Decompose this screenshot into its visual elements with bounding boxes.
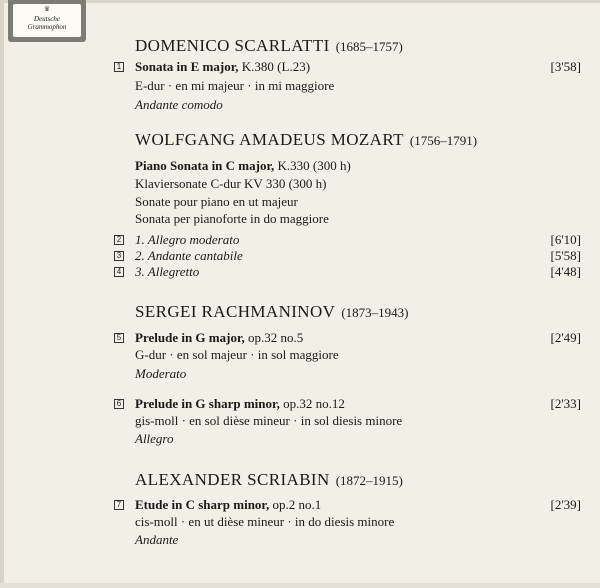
- work-key-translations: cis-moll · en ut dièse mineur · in do diesis minore: [135, 514, 395, 529]
- track-duration-6: [2'33]: [550, 396, 581, 411]
- page-edge-left: [0, 0, 4, 588]
- label-logo-panel: [13, 4, 81, 37]
- track-number-4: 4: [114, 267, 124, 277]
- track-number-5: 5: [114, 333, 124, 343]
- composer-heading-scarlatti: [135, 36, 403, 56]
- work-title: Etude in C sharp minor, op.2 no.1: [135, 497, 322, 512]
- movement-label: 1. Allegro moderato: [135, 232, 240, 247]
- work-title-translation: Klaviersonate C-dur KV 330 (300 h): [135, 176, 327, 191]
- work-title: Sonata in E major, K.380 (L.23): [135, 59, 311, 74]
- track-duration-5: [2'49]: [550, 330, 581, 345]
- track-number-6: 6: [114, 399, 124, 409]
- movement-label: 3. Allegretto: [135, 264, 200, 279]
- composer-name: ALEXANDER SCRIABIN: [135, 470, 330, 489]
- composer-dates: (1756–1791): [409, 133, 478, 148]
- work-title: Prelude in G major, op.32 no.5: [135, 330, 304, 345]
- crown-icon: ♛: [43, 5, 51, 13]
- tempo-marking: Andante: [135, 532, 179, 547]
- work-key-translations: G-dur · en sol majeur · in sol maggiore: [135, 347, 339, 362]
- composer-dates: (1872–1915): [335, 473, 403, 488]
- tempo-marking: Andante comodo: [135, 97, 223, 112]
- tempo-marking: Moderato: [135, 366, 187, 381]
- track-number-7: 7: [114, 500, 124, 510]
- label-logo-text: Deutsche Grammophon: [27, 15, 67, 31]
- work-key-translations: gis-moll · en sol dièse mineur · in sol diesis minore: [135, 413, 403, 428]
- composer-name: WOLFGANG AMADEUS MOZART: [135, 130, 404, 149]
- track-number-3: 3: [114, 251, 124, 261]
- movement-label: 2. Andante cantabile: [135, 248, 243, 263]
- tempo-marking: Allegro: [135, 431, 174, 446]
- track-duration-1: [3'58]: [550, 59, 581, 74]
- work-title: Prelude in G sharp minor, op.32 no.12: [135, 396, 345, 411]
- track-duration-2: [6'10]: [550, 232, 581, 247]
- label-logo: [8, 0, 86, 42]
- track-number-1: 1: [114, 62, 124, 72]
- composer-heading-rachmaninov: [135, 302, 409, 322]
- composer-heading-mozart: [135, 130, 477, 150]
- work-title-translation: Sonate pour piano en ut majeur: [135, 194, 298, 209]
- track-duration-3: [5'58]: [550, 248, 581, 263]
- work-key-translations: E-dur · en mi majeur · in mi maggiore: [135, 78, 335, 93]
- track-duration-4: [4'48]: [550, 264, 581, 279]
- composer-dates: (1685–1757): [335, 39, 403, 54]
- composer-name: DOMENICO SCARLATTI: [135, 36, 330, 55]
- work-title-translation: Sonata per pianoforte in do maggiore: [135, 211, 329, 226]
- work-title: Piano Sonata in C major, K.330 (300 h): [135, 158, 351, 173]
- composer-dates: (1873–1943): [341, 305, 409, 320]
- composer-heading-scriabin: [135, 470, 403, 490]
- page-edge-top: [0, 0, 600, 3]
- page-edge-bottom: [0, 583, 600, 588]
- track-number-2: 2: [114, 235, 124, 245]
- composer-name: SERGEI RACHMANINOV: [135, 302, 336, 321]
- track-duration-7: [2'39]: [550, 497, 581, 512]
